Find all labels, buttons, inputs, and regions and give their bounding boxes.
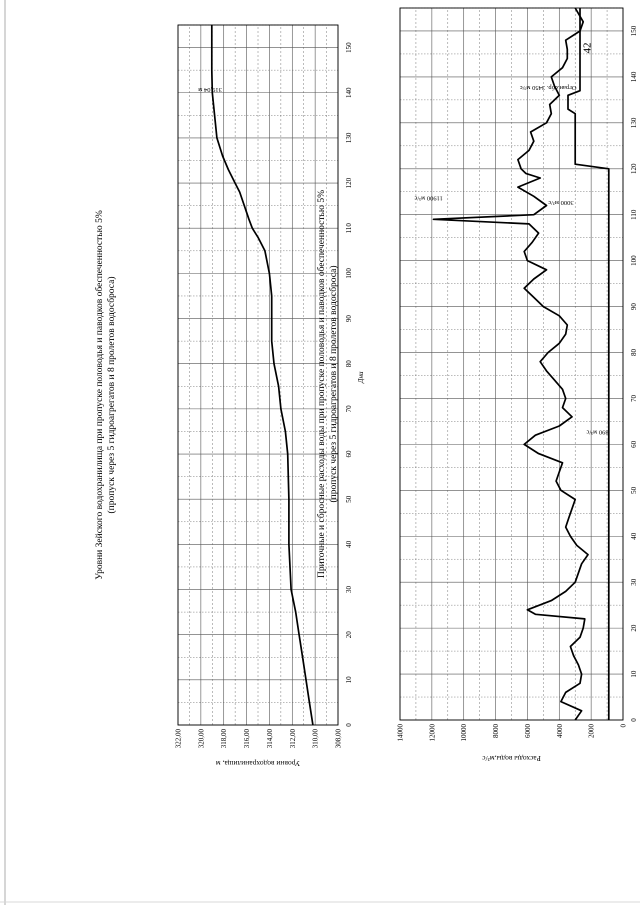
y-tick-label: 316,00 (243, 729, 252, 749)
series-line-1 (212, 25, 313, 725)
x-tick-label: 130 (630, 117, 638, 129)
y-tick-label: 318,00 (220, 729, 229, 749)
y-tick-label: 2000 (587, 724, 596, 738)
x-tick-label: 60 (345, 450, 353, 458)
x-tick-label: 20 (345, 631, 353, 639)
x-tick-label: 110 (630, 209, 638, 220)
x-tick-label: 100 (345, 268, 353, 279)
x-tick-label: 60 (630, 440, 638, 448)
y-tick-label: 6000 (523, 724, 532, 738)
x-tick-label: 20 (630, 624, 638, 632)
x-tick-label: 140 (630, 71, 638, 83)
y-tick-label: 0 (619, 724, 628, 728)
page-number (582, 43, 594, 54)
annotation: 319,04 м (198, 86, 222, 94)
chart-subtitle: (пропуск через 5 гидроагрегатов и 8 пролетов водосброса) (107, 276, 117, 514)
y-tick-label: 322,00 (174, 729, 183, 749)
y-tick-label: 8000 (492, 724, 501, 738)
annotation: 890 м³/с (586, 428, 609, 436)
x-tick-label: 140 (345, 87, 353, 98)
x-tick-label: 70 (630, 394, 638, 402)
y-tick-label: 310,00 (311, 729, 320, 749)
chart-title: Уровни Зейского водохранилища при пропуске половодья и паводков обеспеченностью 5% (95, 210, 105, 580)
y-tick-label: 312,00 (288, 729, 297, 749)
x-tick-label: 90 (345, 315, 353, 323)
x-tick-label: 100 (630, 255, 638, 266)
x-tick-label: 90 (630, 303, 638, 311)
x-tick-label: 150 (345, 42, 353, 53)
x-tick-label: 120 (630, 163, 638, 175)
x-tick-label: 40 (630, 532, 638, 540)
x-tick-label: 50 (345, 495, 353, 503)
x-tick-label: 80 (630, 349, 638, 357)
x-tick-label: 120 (345, 177, 353, 189)
y-tick-label: 12000 (428, 724, 437, 742)
chart-subtitle: (пропуск через 5 гидроагрегатов и 8 пролетов водосброса) (329, 265, 339, 503)
chart-title: Приточные и сбросные расходы воды при пропуске половодья и паводков обеспеченностью 5% (317, 189, 327, 579)
y-axis-label: Расходы воды,м³/с (482, 754, 541, 763)
x-tick-label: 10 (345, 676, 353, 684)
x-axis-label: Дни (357, 371, 365, 383)
grid (400, 8, 623, 720)
annotation: 3000 м³/с (548, 198, 574, 206)
x-tick-label: 0 (630, 718, 638, 722)
x-tick-label: 0 (345, 723, 353, 727)
x-tick-label: 10 (630, 670, 638, 678)
x-tick-label: 40 (345, 540, 353, 548)
x-tick-label: 30 (345, 586, 353, 594)
x-tick-label: 70 (345, 405, 353, 413)
x-tick-label: 50 (630, 486, 638, 494)
y-tick-label: 4000 (555, 724, 564, 738)
y-tick-label: 10000 (460, 724, 469, 742)
y-tick-label: 314,00 (265, 729, 274, 749)
x-tick-label: 150 (630, 25, 638, 37)
annotation: 11900 м³/с (414, 194, 443, 202)
grid (178, 25, 338, 725)
x-tick-label: 80 (345, 360, 353, 368)
y-tick-label: 320,00 (197, 729, 206, 749)
y-axis-label: Уровни водохранилища, м (215, 759, 301, 768)
x-tick-label: 130 (345, 132, 353, 144)
page-number-text: 42 (581, 42, 594, 54)
series-line-2 (568, 8, 609, 720)
y-tick-label: 14000 (396, 724, 405, 742)
x-tick-label: 30 (630, 578, 638, 586)
discharge-chart (316, 8, 640, 763)
x-tick-label: 110 (345, 223, 353, 234)
y-tick-label: 308,00 (334, 729, 343, 749)
annotation: Огран.сбр. 3450 м³/с (519, 84, 577, 92)
series-line-1 (434, 8, 589, 720)
